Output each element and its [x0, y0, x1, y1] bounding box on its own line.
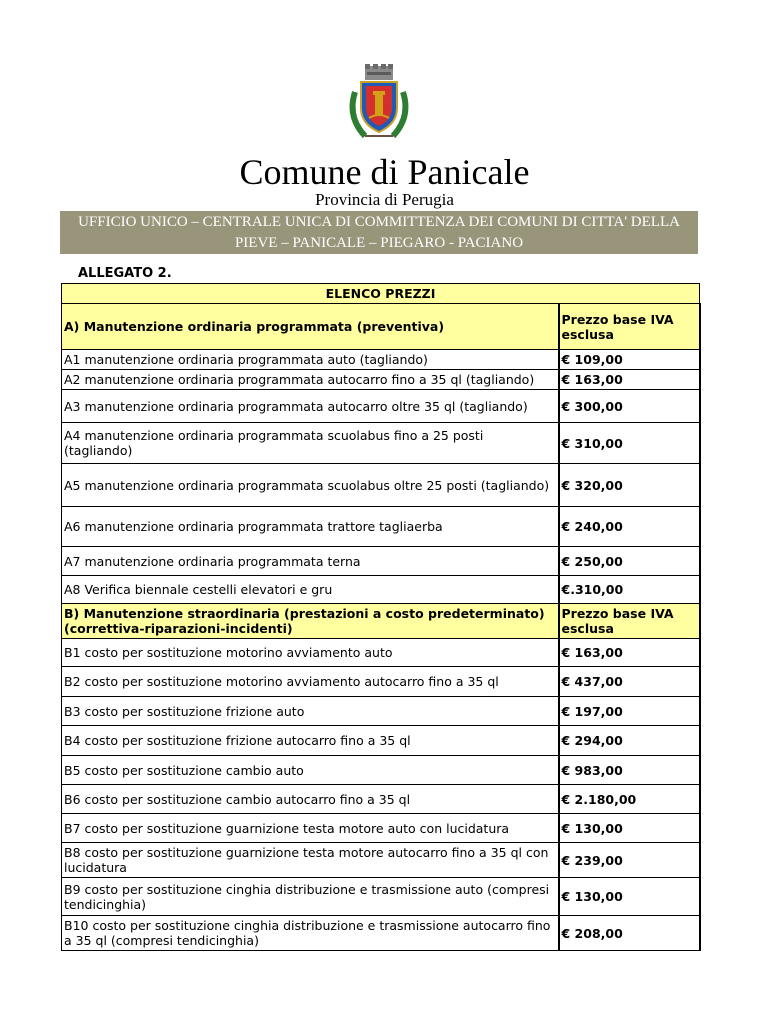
table-row: [62, 370, 700, 390]
item-description: A7 manutenzione ordinaria programmata terna: [62, 547, 559, 576]
table-row: [62, 507, 700, 547]
item-description: B7 costo per sostituzione guarnizione testa motore auto con lucidatura: [62, 814, 559, 843]
item-price: € 163,00: [559, 639, 700, 667]
table-title-row: [62, 284, 700, 304]
item-price: € 250,00: [559, 547, 700, 576]
attachment-label: ALLEGATO 2.: [78, 266, 172, 281]
table-row: [62, 785, 700, 814]
page-title: Comune di Panicale: [239, 152, 530, 192]
table-row: [62, 350, 700, 370]
table-row: [62, 697, 700, 726]
table-row: [62, 576, 700, 604]
section-a-price-header: Prezzo base IVA esclusa: [559, 304, 700, 350]
item-price: € 197,00: [559, 697, 700, 726]
banner-line-1: UFFICIO UNICO – CENTRALE UNICA DI COMMITTENZA DEI COMUNI DI CITTA' DELLA: [78, 214, 680, 230]
table-row: [62, 547, 700, 576]
item-description: B8 costo per sostituzione guarnizione testa motore autocarro fino a 35 ql con lucidatura: [62, 843, 559, 878]
item-price: € 2.180,00: [559, 785, 700, 814]
item-description: A1 manutenzione ordinaria programmata auto (tagliando): [62, 350, 559, 370]
item-description: B4 costo per sostituzione frizione autocarro fino a 35 ql: [62, 726, 559, 756]
table-row: [62, 639, 700, 667]
item-description: A2 manutenzione ordinaria programmata autocarro fino a 35 ql (tagliando): [62, 370, 559, 390]
item-description: B9 costo per sostituzione cinghia distribuzione e trasmissione auto (compresi tendicinghia): [62, 878, 559, 916]
price-list-table: [61, 283, 701, 951]
item-price: € 109,00: [559, 350, 700, 370]
item-price: € 130,00: [559, 878, 700, 916]
table-row: [62, 390, 700, 423]
item-description: B3 costo per sostituzione frizione auto: [62, 697, 559, 726]
office-banner: [60, 211, 698, 254]
table-row: [62, 878, 700, 916]
banner-line-2: PIEVE – PANICALE – PIEGARO - PACIANO: [234, 235, 524, 251]
table-row: [62, 667, 700, 697]
item-description: B1 costo per sostituzione motorino avviamento auto: [62, 639, 559, 667]
table-row: [62, 843, 700, 878]
table-row: [62, 726, 700, 756]
item-description: B2 costo per sostituzione motorino avviamento autocarro fino a 35 ql: [62, 667, 559, 697]
section-b-price-header: Prezzo base IVA esclusa: [559, 604, 700, 639]
table-row: [62, 756, 700, 785]
item-description: B6 costo per sostituzione cambio autocarro fino a 35 ql: [62, 785, 559, 814]
item-description: B5 costo per sostituzione cambio auto: [62, 756, 559, 785]
item-price: € 130,00: [559, 814, 700, 843]
item-price: € 310,00: [559, 423, 700, 464]
item-description: B10 costo per sostituzione cinghia distribuzione e trasmissione autocarro fino a 35 ql (compresi tendicinghia): [62, 916, 559, 951]
item-description: A3 manutenzione ordinaria programmata autocarro oltre 35 ql (tagliando): [62, 390, 559, 423]
item-description: A8 Verifica biennale cestelli elevatori e gru: [62, 576, 559, 604]
section-b-label: B) Manutenzione straordinaria (prestazioni a costo predeterminato) (correttiva-riparazioni-incidenti): [62, 604, 559, 639]
item-price: € 320,00: [559, 464, 700, 507]
section-b-header-row: [62, 604, 700, 639]
table-row: [62, 464, 700, 507]
item-price: € 983,00: [559, 756, 700, 785]
item-description: A6 manutenzione ordinaria programmata trattore tagliaerba: [62, 507, 559, 547]
item-price: € 437,00: [559, 667, 700, 697]
item-description: A5 manutenzione ordinaria programmata scuolabus oltre 25 posti (tagliando): [62, 464, 559, 507]
coat-of-arms-emblem: [343, 62, 415, 144]
item-price: € 240,00: [559, 507, 700, 547]
item-description: A4 manutenzione ordinaria programmata scuolabus fino a 25 posti (tagliando): [62, 423, 559, 464]
section-a-label: A) Manutenzione ordinaria programmata (preventiva): [62, 304, 559, 350]
item-price: € 208,00: [559, 916, 700, 951]
table-row: [62, 814, 700, 843]
table-title: ELENCO PREZZI: [62, 284, 700, 304]
item-price: € 294,00: [559, 726, 700, 756]
page-subtitle: Provincia di Perugia: [315, 190, 454, 209]
price-list-body: [62, 284, 700, 951]
table-row: [62, 423, 700, 464]
table-row: [62, 916, 700, 951]
item-price: € 300,00: [559, 390, 700, 423]
item-price: € 163,00: [559, 370, 700, 390]
item-price: € 239,00: [559, 843, 700, 878]
item-price: €.310,00: [559, 576, 700, 604]
section-a-header-row: [62, 304, 700, 350]
